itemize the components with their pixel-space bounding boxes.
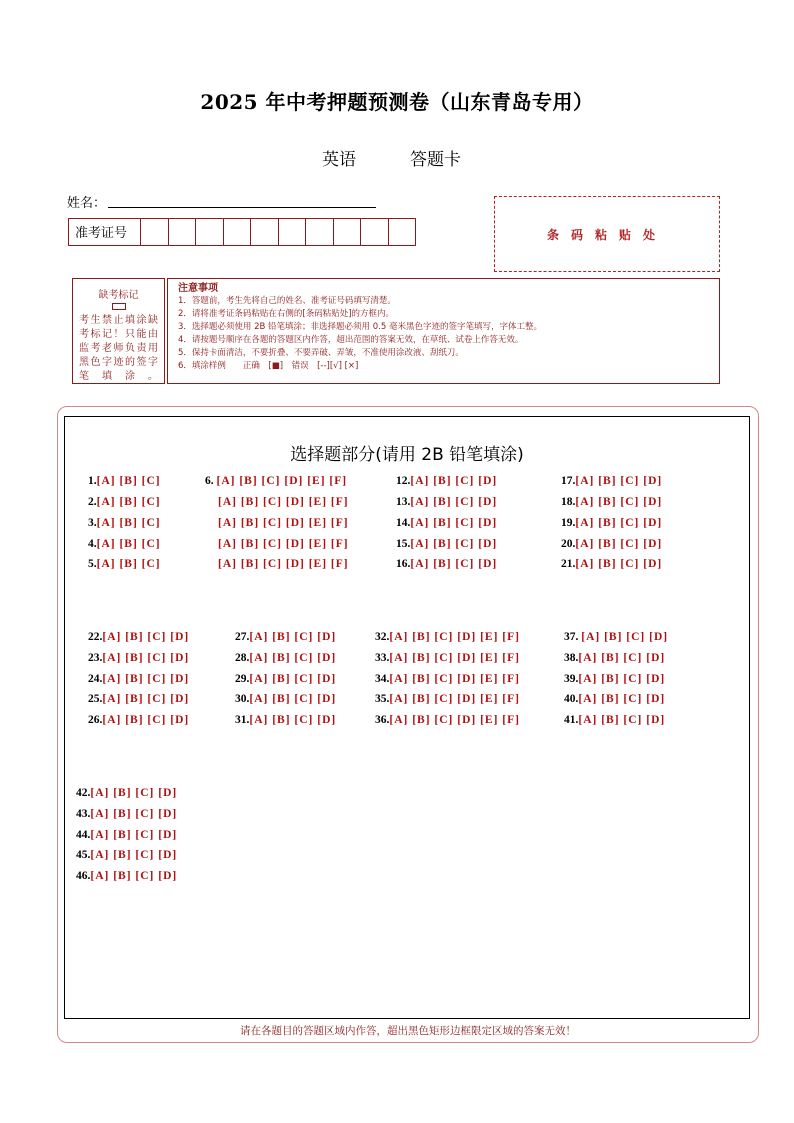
answer-options[interactable]: [A] [B] [C] [D] bbox=[575, 496, 663, 508]
question-row bbox=[235, 631, 336, 643]
exam-number-cell[interactable] bbox=[334, 219, 362, 245]
question-row bbox=[88, 673, 189, 685]
question-number: 1. bbox=[88, 475, 97, 487]
question-number: 43. bbox=[76, 808, 91, 820]
answer-options[interactable]: [A] [B] [C] [D] bbox=[578, 673, 666, 685]
question-number: 6. bbox=[205, 475, 217, 487]
question-number: 14. bbox=[396, 517, 411, 529]
question-row bbox=[76, 829, 177, 841]
notes-box bbox=[167, 278, 720, 384]
name-field[interactable] bbox=[108, 207, 376, 208]
question-number: 2. bbox=[88, 496, 97, 508]
exam-number-cell[interactable] bbox=[196, 219, 224, 245]
question-row bbox=[218, 517, 349, 529]
question-row bbox=[396, 496, 497, 508]
question-row bbox=[396, 538, 497, 550]
question-number: 42. bbox=[76, 787, 91, 799]
question-number: 5. bbox=[88, 558, 97, 570]
question-number: 41. bbox=[564, 714, 579, 726]
question-row bbox=[88, 496, 161, 508]
absent-mark-box bbox=[72, 278, 165, 384]
question-row bbox=[88, 652, 189, 664]
answer-options[interactable]: [A] [B] [C] [D] bbox=[90, 849, 178, 861]
question-row bbox=[564, 714, 665, 726]
answer-options[interactable]: [A] [B] [C] [D] bbox=[578, 652, 666, 664]
question-row bbox=[375, 652, 520, 664]
answer-options[interactable]: [A] [B] [C] [D] [E] [F] bbox=[389, 631, 520, 643]
question-number: 32. bbox=[375, 631, 390, 643]
barcode-area bbox=[494, 196, 720, 272]
question-number: 22. bbox=[88, 631, 103, 643]
answer-options[interactable]: [A] [B] [C] [D] bbox=[575, 538, 663, 550]
exam-number-cell[interactable] bbox=[141, 219, 169, 245]
answer-options[interactable]: [A] [B] [C] [D] bbox=[249, 714, 337, 726]
note-item: 5．保持卡面清洁，不要折叠、不要弄破、弄皱，不准使用涂改液、刮纸刀。 bbox=[178, 348, 464, 358]
answer-options[interactable]: [A] [B] [C] [D] bbox=[249, 693, 337, 705]
answer-options[interactable]: [A] [B] [C] [D] bbox=[581, 631, 669, 643]
question-row bbox=[76, 808, 177, 820]
section-title: 选择题部分(请用 2B 铅笔填涂) bbox=[290, 445, 524, 465]
answer-options[interactable]: [A] [B] [C] [D] bbox=[575, 475, 663, 487]
question-row bbox=[561, 558, 662, 570]
question-row bbox=[88, 693, 189, 705]
answer-options[interactable]: [A] [B] [C] [D] [E] [F] bbox=[218, 517, 349, 529]
question-row bbox=[375, 673, 520, 685]
answer-options[interactable]: [A] [B] [C] [D] bbox=[410, 538, 498, 550]
answer-options[interactable]: [A] [B] [C] [D] bbox=[102, 673, 190, 685]
question-row bbox=[561, 517, 662, 529]
answer-options[interactable]: [A] [B] [C] [D] bbox=[90, 787, 178, 799]
question-number: 26. bbox=[88, 714, 103, 726]
question-row bbox=[88, 517, 161, 529]
question-row bbox=[88, 631, 189, 643]
answer-options[interactable]: [A] [B] [C] bbox=[96, 558, 161, 570]
question-row bbox=[396, 475, 497, 487]
question-row bbox=[564, 652, 665, 664]
question-number: 44. bbox=[76, 829, 91, 841]
question-row bbox=[218, 538, 349, 550]
question-row bbox=[235, 693, 336, 705]
question-row bbox=[235, 714, 336, 726]
answer-options[interactable]: [A] [B] [C] [D] bbox=[575, 517, 663, 529]
answer-options[interactable]: [A] [B] [C] [D] [E] [F] bbox=[389, 673, 520, 685]
question-number: 36. bbox=[375, 714, 390, 726]
answer-options[interactable]: [A] [B] [C] [D] [E] [F] bbox=[389, 693, 520, 705]
question-row bbox=[561, 538, 662, 550]
question-row bbox=[235, 673, 336, 685]
exam-number-field[interactable] bbox=[68, 218, 416, 246]
question-row bbox=[88, 475, 161, 487]
question-number: 29. bbox=[235, 673, 250, 685]
question-row bbox=[76, 787, 177, 799]
question-number: 34. bbox=[375, 673, 390, 685]
exam-number-cell[interactable] bbox=[389, 219, 416, 245]
question-number: 24. bbox=[88, 673, 103, 685]
question-number: 17. bbox=[561, 475, 576, 487]
exam-number-cell[interactable] bbox=[251, 219, 279, 245]
question-number: 21. bbox=[561, 558, 576, 570]
notes-title: 注意事项 bbox=[178, 283, 218, 294]
question-number: 46. bbox=[76, 870, 91, 882]
question-row bbox=[76, 870, 177, 882]
question-number: 23. bbox=[88, 652, 103, 664]
answer-options[interactable]: [A] [B] [C] [D] bbox=[249, 631, 337, 643]
question-row bbox=[561, 496, 662, 508]
answer-options[interactable]: [A] [B] [C] [D] bbox=[410, 475, 498, 487]
question-row bbox=[218, 496, 349, 508]
question-number: 28. bbox=[235, 652, 250, 664]
answer-options[interactable]: [A] [B] [C] [D] bbox=[90, 870, 178, 882]
question-row bbox=[205, 475, 347, 487]
exam-number-cell[interactable] bbox=[306, 219, 334, 245]
page-title: 2025 年中考押题预测卷（山东青岛专用） bbox=[200, 90, 594, 114]
question-number: 15. bbox=[396, 538, 411, 550]
answer-options[interactable]: [A] [B] [C] bbox=[96, 496, 161, 508]
note-item: 6．填涂样例 正确 [■] 错误 [--][√] [×] bbox=[178, 361, 359, 371]
question-row bbox=[76, 849, 177, 861]
exam-number-cell[interactable] bbox=[279, 219, 307, 245]
question-number: 39. bbox=[564, 673, 579, 685]
note-item: 3．选择题必须使用 2B 铅笔填涂；非选择题必须用 0.5 毫米黑色字迹的签字笔填写，字体工整。 bbox=[178, 322, 542, 332]
question-number: 40. bbox=[564, 693, 579, 705]
answer-options[interactable]: [A] [B] [C] [D] bbox=[102, 714, 190, 726]
answer-options[interactable]: [A] [B] [C] bbox=[96, 538, 161, 550]
question-row bbox=[88, 538, 161, 550]
answer-options[interactable]: [A] [B] [C] [D] [E] [F] bbox=[389, 714, 520, 726]
question-number: 20. bbox=[561, 538, 576, 550]
subject-label: 英语 bbox=[322, 150, 356, 170]
question-row bbox=[375, 693, 520, 705]
question-number: 12. bbox=[396, 475, 411, 487]
question-number: 3. bbox=[88, 517, 97, 529]
answer-options[interactable]: [A] [B] [C] [D] bbox=[249, 652, 337, 664]
absent-mark-description: 考生禁止填涂缺考标记！只能由监考老师负责用黑色字迹的签字笔填涂。 bbox=[79, 315, 158, 382]
question-number: 35. bbox=[375, 693, 390, 705]
note-item: 4．请按题号顺序在各题的答题区内作答，超出范围的答案无效，在草纸、试卷上作答无效。 bbox=[178, 335, 524, 345]
answer-options[interactable]: [A] [B] [C] [D] bbox=[90, 808, 178, 820]
question-row bbox=[564, 693, 665, 705]
question-number: 27. bbox=[235, 631, 250, 643]
barcode-label: 条码粘贴处 bbox=[546, 227, 667, 242]
question-number: 4. bbox=[88, 538, 97, 550]
question-row bbox=[88, 714, 189, 726]
note-item: 1．答题前，考生先将自己的姓名、准考证号码填写清楚。 bbox=[178, 296, 396, 306]
answer-options[interactable]: [A] [B] [C] [D] bbox=[578, 693, 666, 705]
absent-mark-checkbox[interactable] bbox=[112, 303, 126, 310]
answer-options[interactable]: [A] [B] [C] [D] bbox=[90, 829, 178, 841]
question-number: 13. bbox=[396, 496, 411, 508]
question-row bbox=[375, 631, 520, 643]
answer-options[interactable]: [A] [B] [C] [D] [E] [F] bbox=[218, 496, 349, 508]
answer-options[interactable]: [A] [B] [C] [D] bbox=[410, 517, 498, 529]
note-item: 2．请将准考证条码粘贴在右侧的[条码粘贴处]的方框内。 bbox=[178, 309, 395, 319]
question-row bbox=[561, 475, 662, 487]
answer-options[interactable]: [A] [B] [C] bbox=[96, 517, 161, 529]
question-number: 38. bbox=[564, 652, 579, 664]
question-row bbox=[396, 558, 497, 570]
answer-options[interactable]: [A] [B] [C] [D] bbox=[575, 558, 663, 570]
question-row bbox=[218, 558, 349, 570]
name-label: 姓名： bbox=[67, 196, 107, 211]
exam-number-label: 准考证号 bbox=[69, 219, 141, 245]
answer-options[interactable]: [A] [B] [C] [D] [E] [F] bbox=[218, 538, 349, 550]
answer-options[interactable]: [A] [B] [C] [D] bbox=[410, 558, 498, 570]
absent-mark-title: 缺考标记 bbox=[98, 290, 139, 301]
footer-warning: 请在各题目的答题区域内作答，超出黑色矩形边框限定区域的答案无效！ bbox=[240, 1025, 576, 1037]
question-number: 30. bbox=[235, 693, 250, 705]
answer-options[interactable]: [A] [B] [C] [D] [E] [F] bbox=[218, 558, 349, 570]
question-row bbox=[235, 652, 336, 664]
question-row bbox=[396, 517, 497, 529]
question-number: 31. bbox=[235, 714, 250, 726]
answer-options[interactable]: [A] [B] [C] [D] bbox=[102, 652, 190, 664]
exam-number-cell[interactable] bbox=[169, 219, 197, 245]
question-row bbox=[564, 631, 668, 643]
exam-number-cell[interactable] bbox=[224, 219, 252, 245]
answer-options[interactable]: [A] [B] [C] [D] [E] [F] bbox=[216, 475, 348, 487]
question-number: 18. bbox=[561, 496, 576, 508]
answer-options[interactable]: [A] [B] [C] [D] [E] [F] bbox=[389, 652, 520, 664]
exam-number-cell[interactable] bbox=[361, 219, 389, 245]
answer-options[interactable]: [A] [B] [C] [D] bbox=[249, 673, 337, 685]
question-row bbox=[564, 673, 665, 685]
answer-options[interactable]: [A] [B] [C] [D] bbox=[102, 631, 190, 643]
question-number: 25. bbox=[88, 693, 103, 705]
answer-options[interactable]: [A] [B] [C] [D] bbox=[102, 693, 190, 705]
question-row bbox=[375, 714, 520, 726]
answer-options[interactable]: [A] [B] [C] bbox=[96, 475, 161, 487]
card-name-label: 答题卡 bbox=[410, 150, 461, 170]
answer-options[interactable]: [A] [B] [C] [D] bbox=[410, 496, 498, 508]
question-number: 45. bbox=[76, 849, 91, 861]
question-number: 16. bbox=[396, 558, 411, 570]
question-number: 37. bbox=[564, 631, 582, 643]
question-number: 33. bbox=[375, 652, 390, 664]
answer-options[interactable]: [A] [B] [C] [D] bbox=[578, 714, 666, 726]
question-row bbox=[88, 558, 161, 570]
question-number: 19. bbox=[561, 517, 576, 529]
